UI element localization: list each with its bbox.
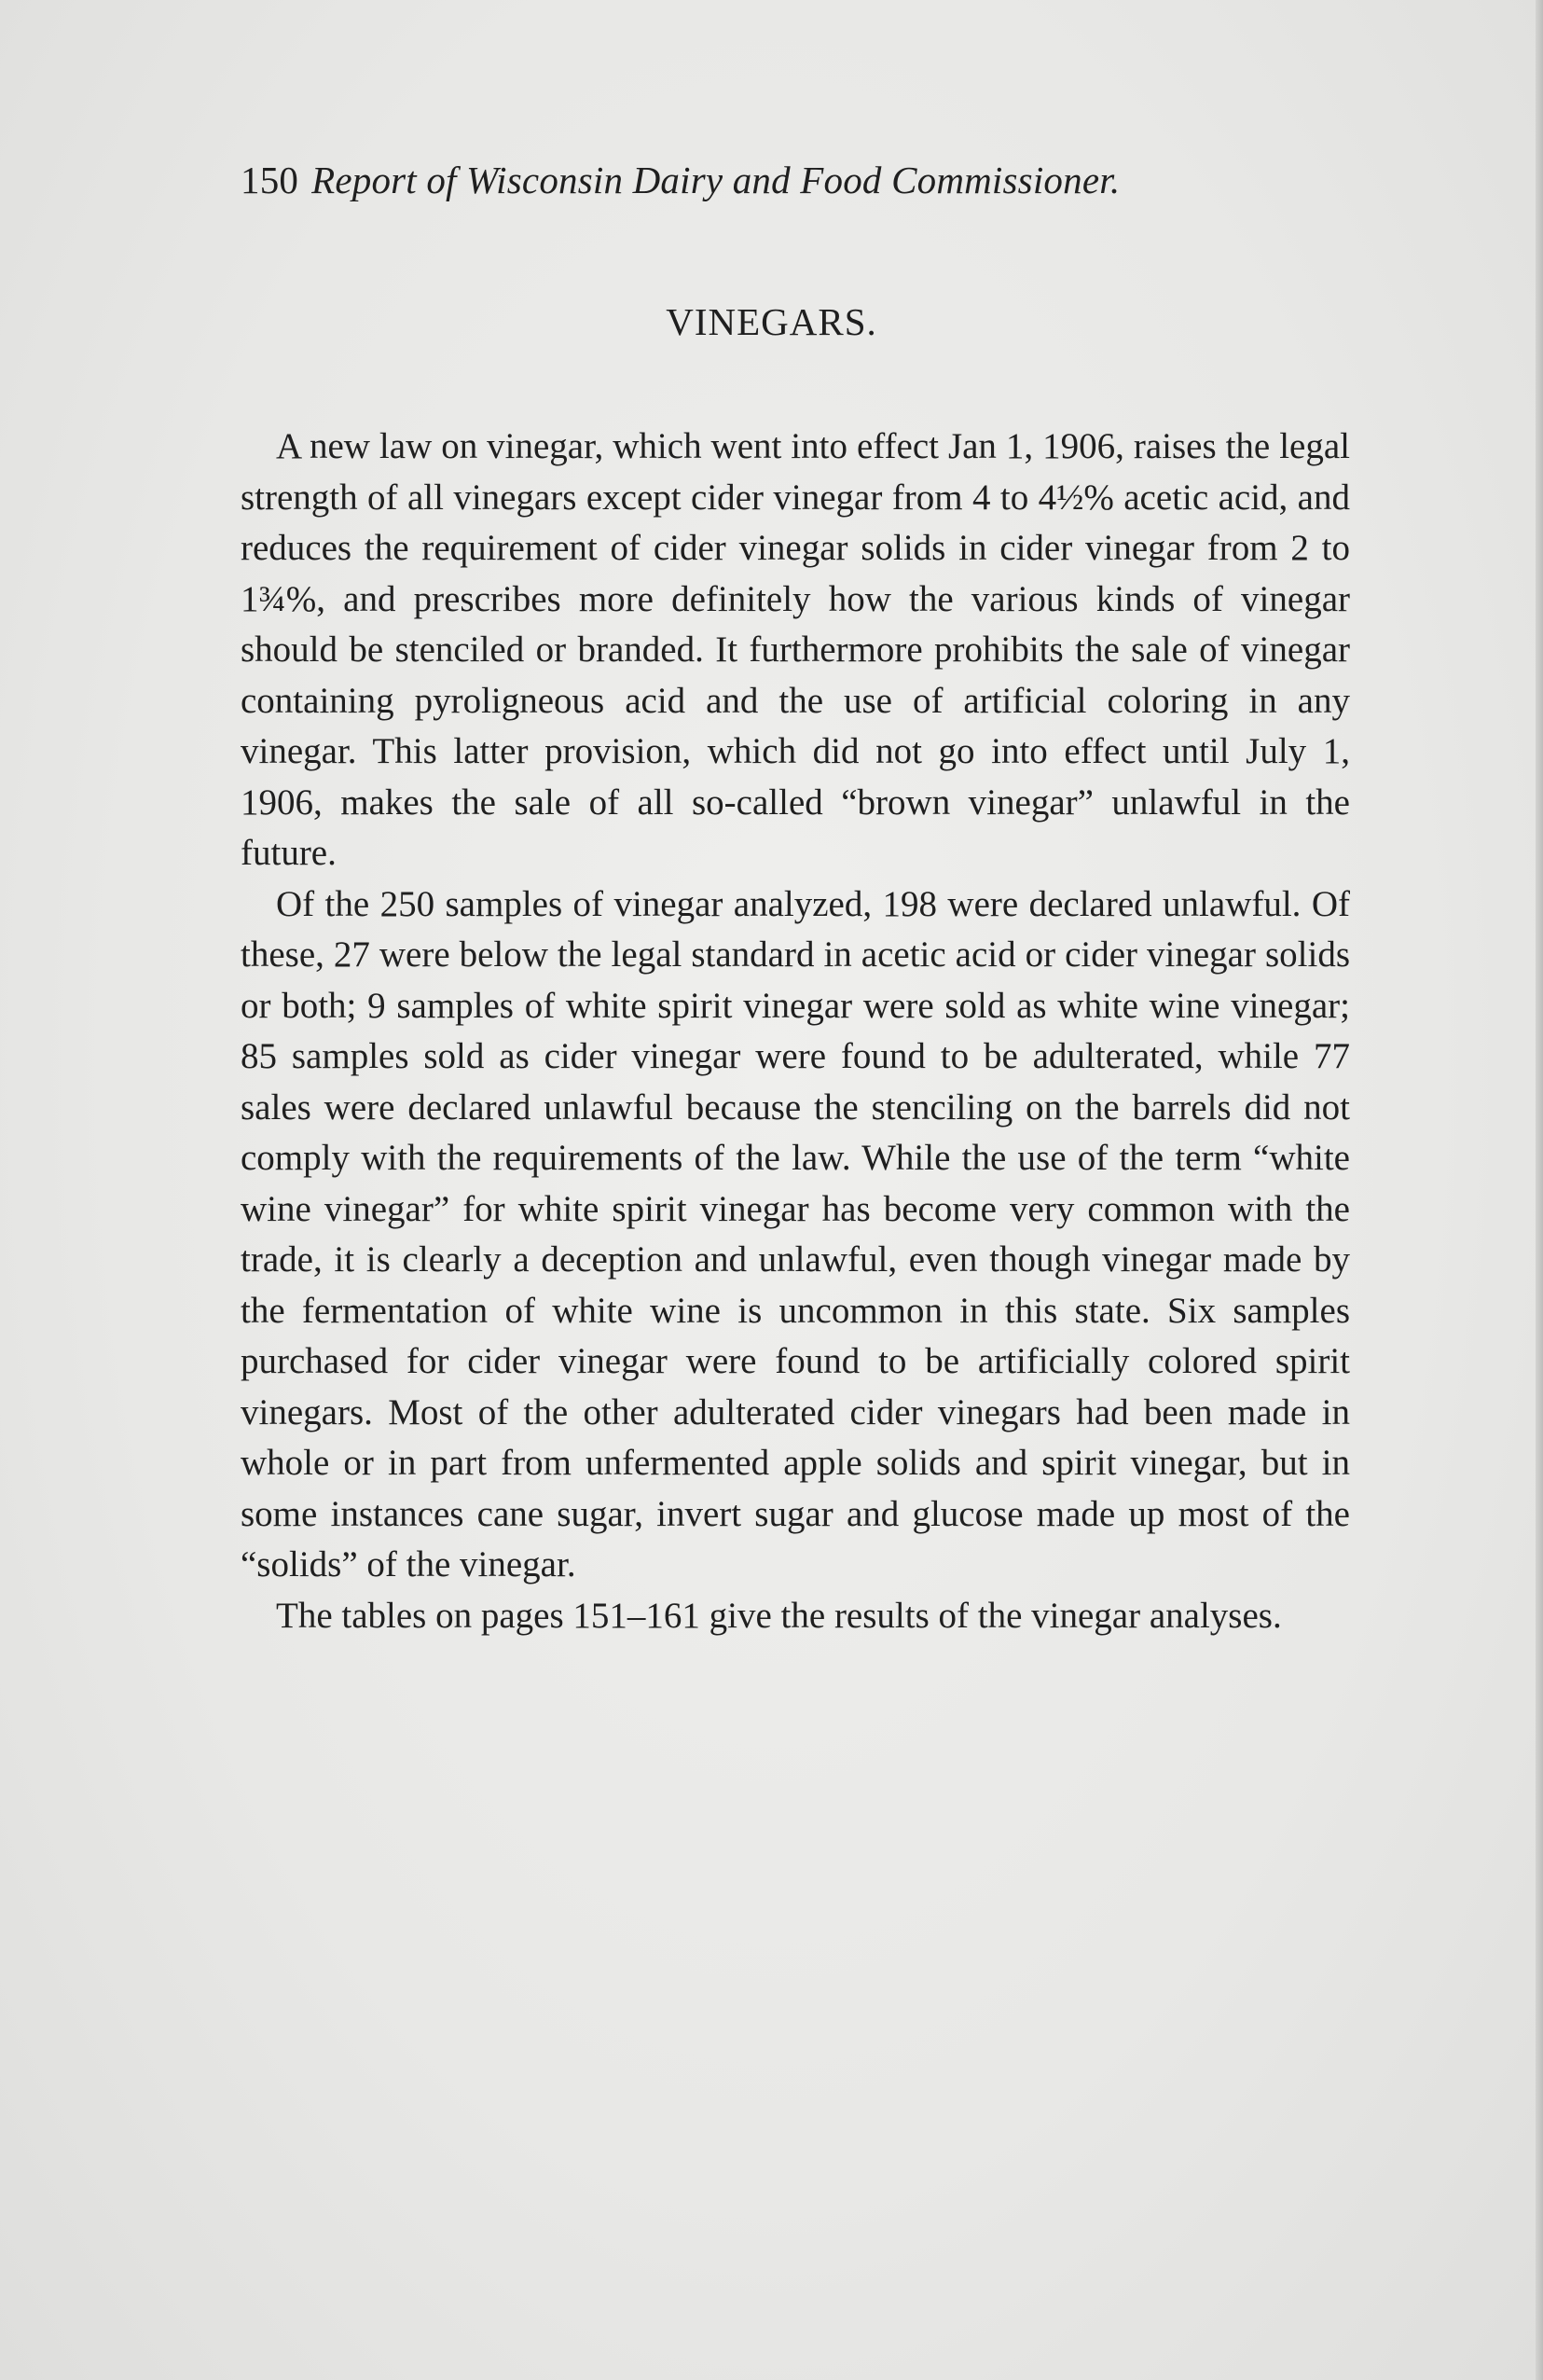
running-title: Report of Wisconsin Dairy and Food Commissioner. bbox=[311, 159, 1121, 201]
paragraph-new-law: A new law on vinegar, which went into effect Jan 1, 1906, raises the legal strength of all vinegars except cider vinegar from 4 to 4½% acetic acid, and reduces the requirement of cider vinegar solids in cider vinegar from 2 to 1¾%, and prescribes more definitely how the various kinds of vinegar should be stenciled or branded. It furthermore prohibits the sale of vinegar containing pyroligneous acid and the use of artificial coloring in any vinegar. This latter provision, which did not go into effect until July 1, 1906, makes the sale of all so-called “brown vinegar” unlawful in the future. bbox=[241, 426, 1350, 873]
section-title: VINEGARS. bbox=[666, 300, 877, 343]
running-head bbox=[241, 157, 1120, 203]
paragraph-tables-reference: The tables on pages 151–161 give the results of the vinegar analyses. bbox=[276, 1595, 1282, 1636]
paragraph-samples-analyzed: Of the 250 samples of vinegar analyzed, 198 were declared unlawful. Of these, 27 were below the legal standard in acetic acid or cider vinegar solids or both; 9 samples of white spirit vinegar were sold as white wine vinegar; 85 samples sold as cider vinegar were found to be adulterated, while 77 sales were declared unlawful because the stenciling on the barrels did not comply with the requirements of the law. While the use of the term “white wine vinegar” for white spirit vinegar has become very common with the trade, it is clearly a deception and unlawful, even though vinegar made by the fermentation of white wine is uncommon in this state. Six samples purchased for cider vinegar were found to be artificially colored spirit vinegars. Most of the other adulterated cider vinegars had been made in whole or in part from unfermented apple solids and spirit vinegar, but in some instances cane sugar, invert sugar and glucose made up most of the “solids” of the vinegar. bbox=[241, 883, 1350, 1584]
body-text bbox=[241, 422, 1350, 1641]
page-number: 150 bbox=[241, 159, 299, 201]
page-edge-shadow bbox=[1536, 0, 1543, 2380]
